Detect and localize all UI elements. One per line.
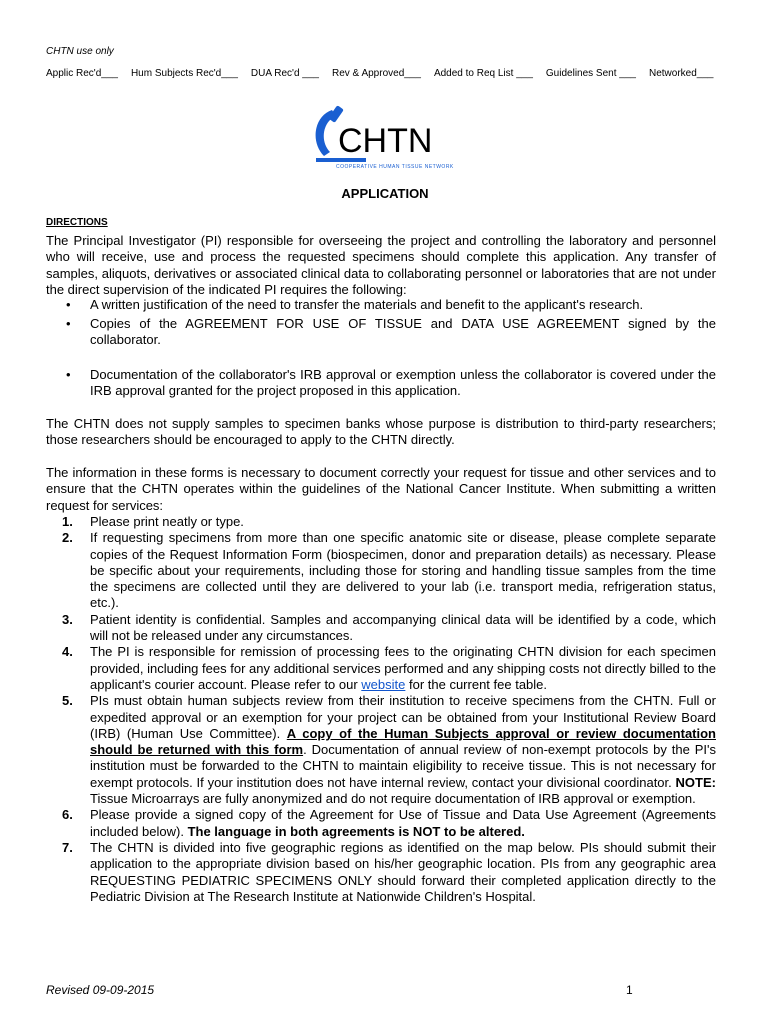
tracking-field: DUA Rec'd ___ [250,68,319,79]
chtn-logo [310,104,460,170]
logo-text: CHTN [338,122,433,160]
bullet-list [46,367,716,400]
tracking-field: Added to Req List ___ [433,68,533,79]
page-title: APPLICATION [341,186,429,201]
step-item: 2. If requesting specimens from more than one specific anatomic site or disease, please complete separate copies of the Request Information Form (biospecimen, donor and preparation details) as necessary. Please be specific about your requirements, including those for storing and handling tissue samples from the time the specimens are collected until they are delivered to your lab (i.e. transport media, refrigeration status, etc.). [62,530,716,611]
steps-list [46,514,716,905]
tracking-field: Rev & Approved___ [331,68,421,79]
office-use-label: CHTN use only [46,46,114,57]
agreement-warning: The language in both agreements is NOT to be altered. [187,823,525,839]
step-item: 1. Please print neatly or type. [62,514,244,529]
website-link[interactable]: website [361,676,406,692]
intro-paragraph: The Principal Investigator (PI) responsible for overseeing the project and controlling the laboratory and personnel who will receive, use and process the requested specimens should complete this application. Any transfer of samples, aliquots, derivatives or associated clinical data to collaborating personnel or laboratories that are not under the direct supervision of the indicated PI requires the following: [46,233,716,297]
bullet-dot-icon: • [66,297,71,312]
revision-date: Revised 09-09-2015 [46,983,155,997]
tracking-field: Applic Rec'd___ [46,68,118,79]
tracking-field: Hum Subjects Rec'd___ [130,68,238,79]
step-item: 6. Please provide a signed copy of the Agreement for Use of Tissue and Data Use Agreement (Agreements included below). The language in both agreements is NOT to be altered. [62,807,716,839]
guidelines-paragraph: The information in these forms is necessary to document correctly your request for tissue and other services and to ensure that the CHTN operates within the guidelines of the National Cancer Institute. When submitting a written request for services: [46,465,716,513]
step-item: 5. PIs must obtain human subjects review from their institution to receive specimens from the CHTN. Full or expedited approval or an exemption for your project can be obtained from your Institutional Review Board (IRB) (Human Use Committee). A copy of the Human Subjects approval or review documentation should be returned with this form. Documentation of annual review of non-exempt protocols by the PI's institution must be forwarded to the CHTN to maintain eligibility to receive tissue. This is not necessary for exempt protocols. If your institution does not have internal review, contact your divisional coordinator. NOTE: Tissue Microarrays are fully anonymized and do not require documentation of IRB approval or exemption. [62,693,717,807]
step-item: 7. The CHTN is divided into five geographic regions as identified on the map below. PIs should submit their application to the appropriate division based on his/her geographic location. PIs from any geographic area REQUESTING PEDIATRIC SPECIMENS ONLY should forward their completed application directly to the Pediatric Division at The Research Institute at Nationwide Children's Hospital. [62,839,716,904]
directions-heading: DIRECTIONS [46,217,108,228]
tracking-field: Networked___ [648,68,714,79]
step-item: 3. Patient identity is confidential. Samples and accompanying clinical data will be identified by a code, which will not be released under any circumstances. [62,611,716,644]
logo-tagline: COOPERATIVE HUMAN TISSUE NETWORK [336,164,454,170]
step-item: 4. The PI is responsible for remission of processing fees to the originating CHTN division for each specimen provided, including fees for any additional services performed and any shipping costs not directly billed to the applicant's courier account. Please refer to our website for the current fee table. [62,644,716,692]
bullet-dot-icon: • [66,367,71,382]
specimen-bank-paragraph: The CHTN does not supply samples to specimen banks whose purpose is distribution to third-party researchers; those researchers should be encouraged to apply to the CHTN directly. [46,416,716,448]
bullet-item: • Copies of the AGREEMENT FOR USE OF TISSUE and DATA USE AGREEMENT signed by the collaborator. [66,316,716,348]
page-number: 1 [626,983,633,997]
bullet-item: • Documentation of the collaborator's IRB approval or exemption unless the collaborator is covered under the IRB approval granted for the project proposed in this application. [66,367,716,399]
irb-requirement-emphasis: A copy of the Human Subjects approval or review documentation should be returned with this form [90,725,716,758]
bullet-item: • A written justification of the need to transfer the materials and benefit to the applicant's research. [66,297,644,312]
bullet-list [46,316,716,349]
note-label: NOTE: [675,774,716,790]
bullet-dot-icon: • [66,316,71,331]
tracking-field: Guidelines Sent ___ [545,68,636,79]
office-tracking-fields [46,68,736,79]
bullet-list [46,297,716,313]
